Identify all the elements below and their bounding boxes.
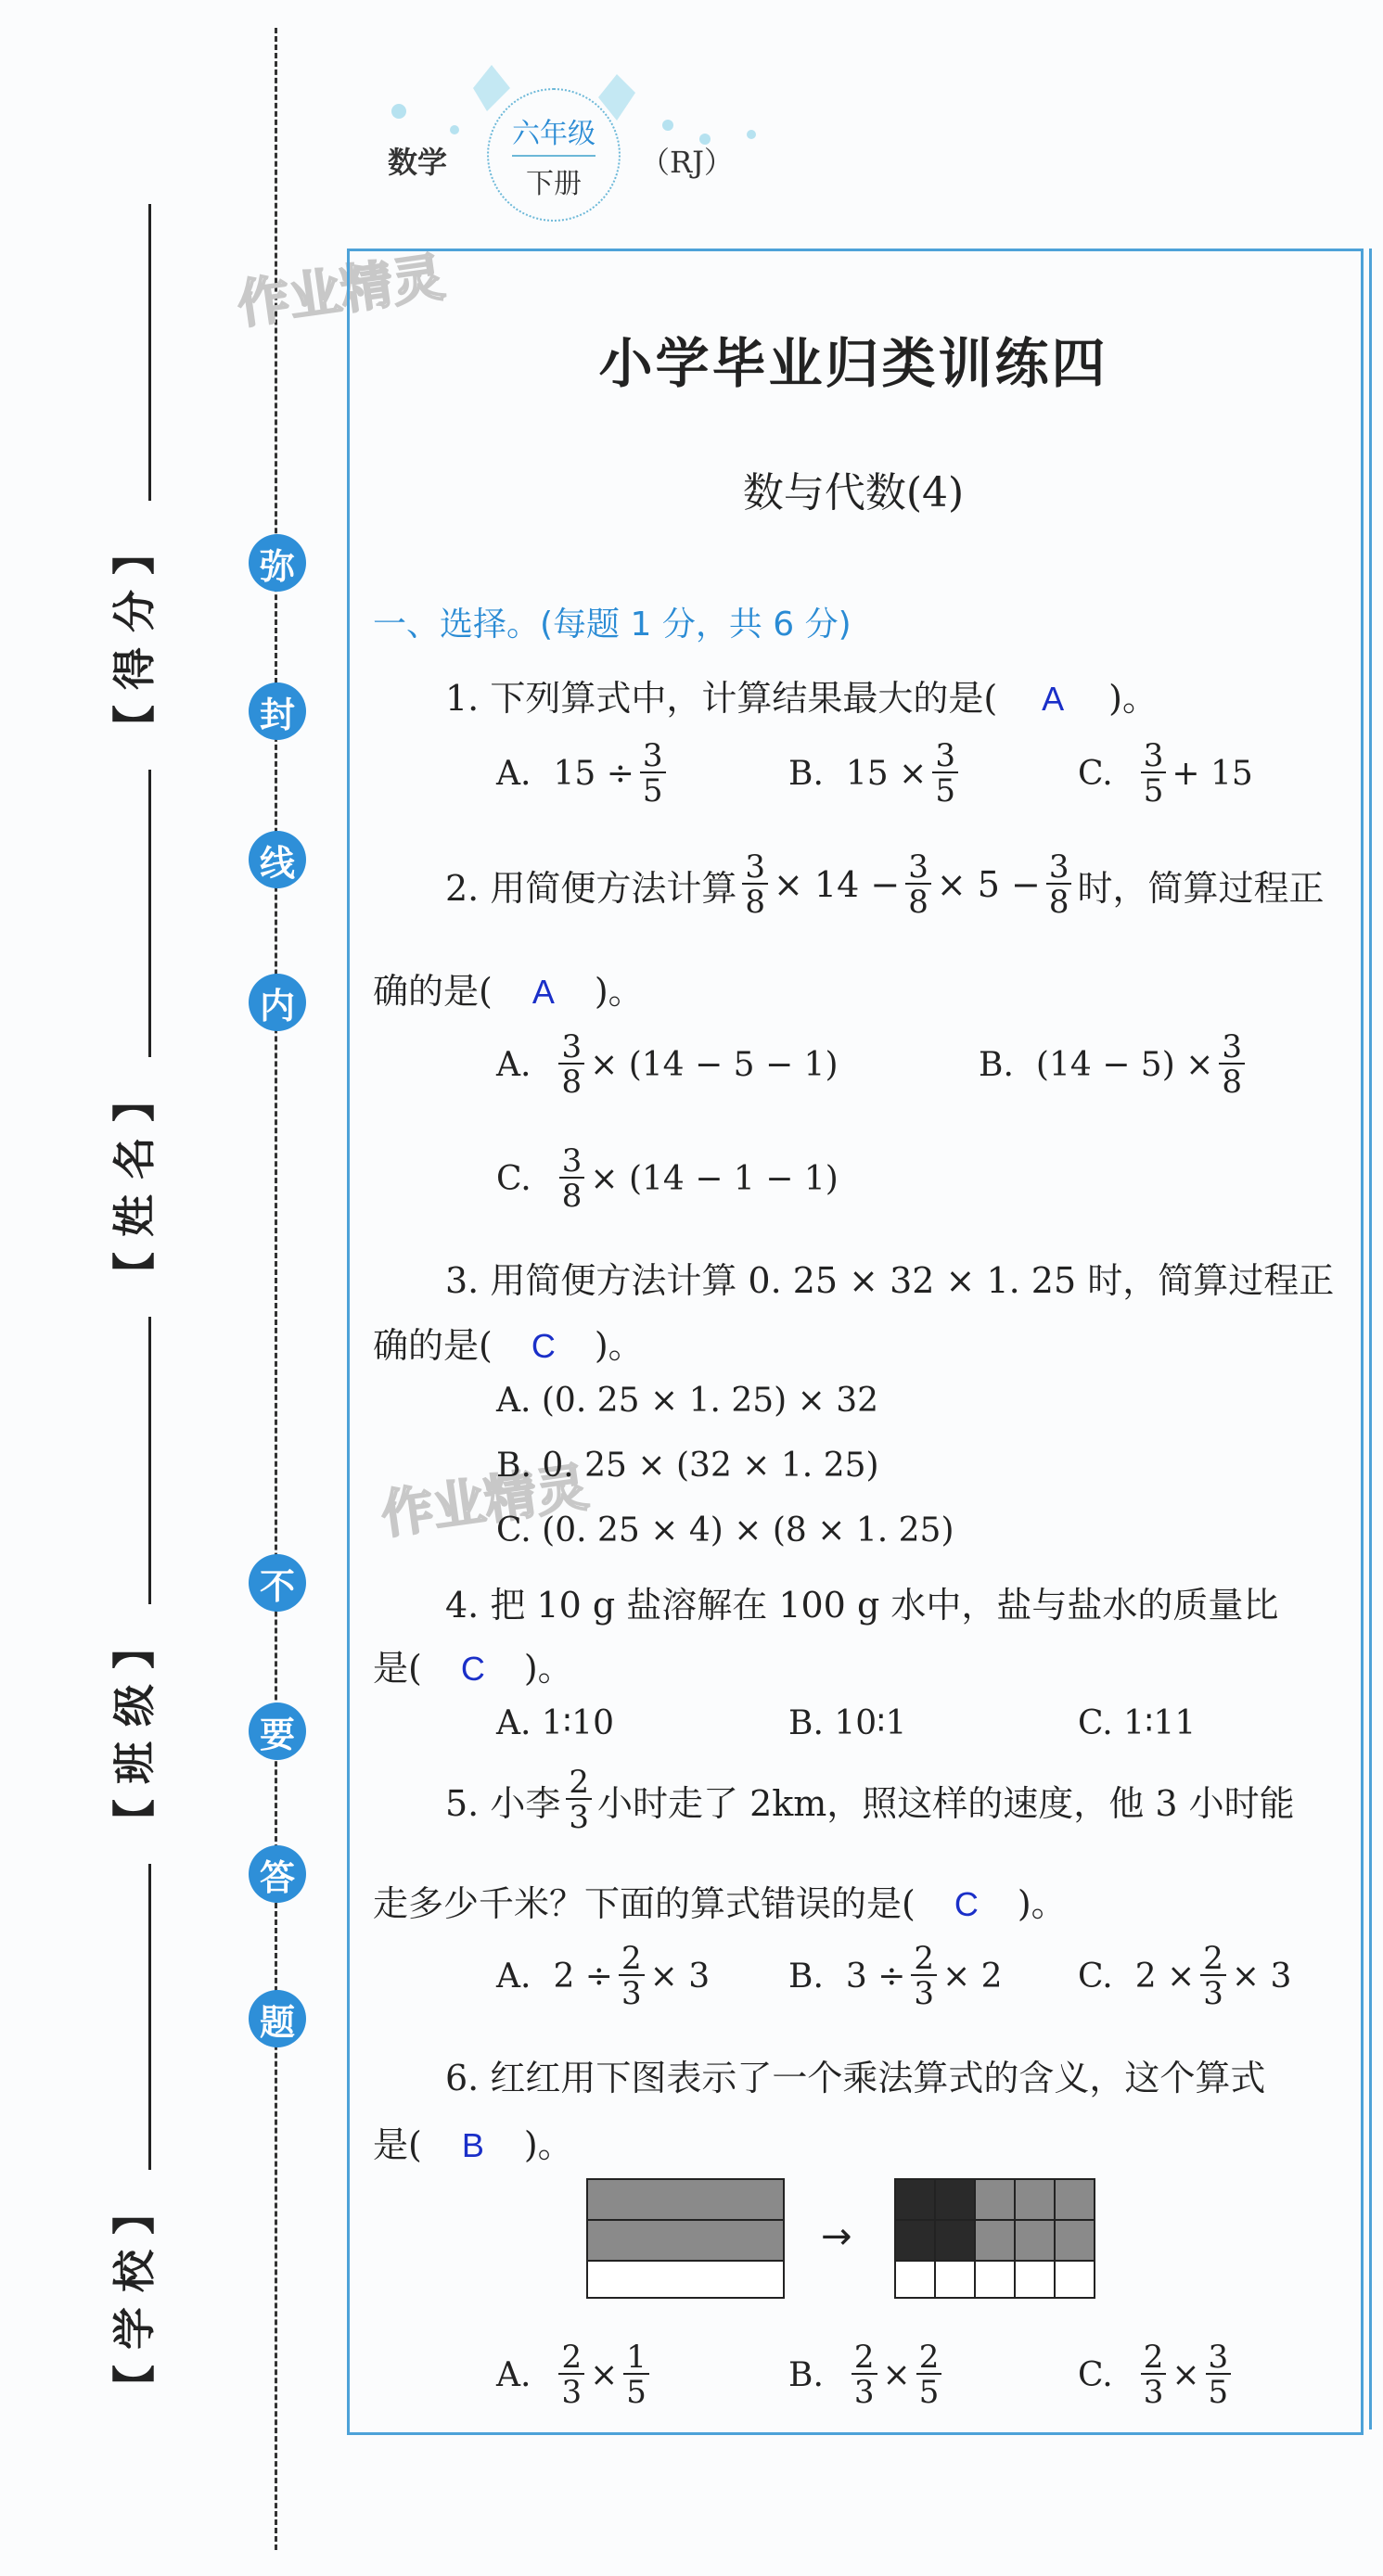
name-field-label: 【 姓 名 】: [109, 1078, 160, 1295]
q1-answer: A: [1042, 680, 1065, 718]
q4-answer: C: [460, 1650, 485, 1688]
q4-line2: 是( C )。: [373, 1648, 573, 1689]
q3-option-c: C. (0. 25 × 4) × (8 × 1. 25): [496, 1511, 954, 1549]
subject-label: 数学: [388, 145, 448, 180]
watermark: 作业精灵: [378, 1457, 593, 1547]
q3-option-b: B. 0. 25 × (32 × 1. 25): [496, 1447, 879, 1485]
q2-option-b: B. (14 − 5) × $\frac{3}{8}$: [979, 1031, 1250, 1098]
q5-option-c: C. 2 × $\frac{2}{3}$ × 3: [1078, 1940, 1292, 2012]
section-heading: 一、选择。(每题 1 分，共 6 分): [373, 606, 852, 644]
arrow-icon: →: [821, 2215, 852, 2258]
q2-answer: A: [531, 973, 555, 1011]
binding-dashed-line: [275, 28, 277, 2550]
edition-label: （RJ）: [640, 145, 734, 180]
q6-option-c: C. $\frac{2}{3}$ × $\frac{3}{5}$: [1078, 2341, 1236, 2408]
seal-char: 线: [249, 831, 306, 888]
q1-option-c: C. $\frac{3}{5}$ + 15: [1078, 737, 1253, 810]
seal-char: 内: [249, 974, 306, 1031]
q5-option-a: A. 2 ÷ $\frac{2}{3}$ × 3: [496, 1940, 711, 2012]
score-field-line: [148, 204, 151, 501]
page-subtitle: 数与代数(4): [742, 469, 965, 516]
seal-char: 要: [249, 1702, 306, 1760]
seal-char: 不: [249, 1554, 306, 1612]
q6-stem: 6. 红红用下图表示了一个乘法算式的含义，这个算式: [445, 2058, 1266, 2098]
q3-answer: C: [531, 1327, 556, 1365]
header-decoration: [371, 37, 788, 158]
q2-option-c: C. $\frac{3}{8}$ × (14 − 1 − 1): [496, 1142, 839, 1215]
q1-stem: 1. 下列算式中，计算结果最大的是( A )。: [445, 678, 1158, 719]
seal-char: 题: [249, 1990, 306, 2047]
q3-line2: 确的是( C )。: [373, 1325, 644, 1366]
q6-line2: 是( B )。: [373, 2124, 573, 2165]
q5-answer: C: [954, 1885, 979, 1923]
q6-figure: [575, 2174, 1104, 2304]
q5-line2: 走多少千米？下面的算式错误的是( C )。: [373, 1883, 1067, 1924]
q5-stem: 5. 小李 $\frac{2}{3}$ 小时走了 2km，照这样的速度，他 3 小时能: [445, 1764, 1295, 1836]
frame-edge: [1369, 249, 1381, 2429]
q4-option-c: C. 1∶11: [1078, 1704, 1197, 1742]
q4-stem: 4. 把 10 g 盐溶解在 100 g 水中，盐与盐水的质量比: [445, 1585, 1279, 1626]
volume-label: 下册: [526, 168, 582, 200]
q4-option-b: B. 10∶1: [788, 1704, 907, 1742]
q3-option-a: A. (0. 25 × 1. 25) × 32: [496, 1382, 879, 1420]
seal-char: 封: [249, 682, 306, 740]
q1-option-a: A. 15 ÷ $\frac{3}{5}$: [496, 740, 672, 807]
page-title: 小学毕业归类训练四: [598, 332, 1108, 395]
q6-option-b: B. $\frac{2}{3}$ × $\frac{2}{5}$: [788, 2341, 947, 2408]
q5-option-b: B. 3 ÷ $\frac{2}{3}$ × 2: [788, 1940, 1003, 2012]
school-field-label: 【 学 校 】: [109, 2191, 160, 2408]
grade-label: 六年级: [512, 118, 595, 150]
q2-option-a: A. $\frac{3}{8}$ × (14 − 5 − 1): [496, 1028, 839, 1101]
q1-option-b: B. 15 × $\frac{3}{5}$: [788, 740, 964, 807]
q4-option-a: A. 1∶10: [496, 1704, 614, 1742]
q6-option-a: A. $\frac{2}{3}$ × $\frac{1}{5}$: [496, 2341, 655, 2408]
seal-char: 答: [249, 1845, 306, 1903]
score-field-label: 【 得 分 】: [109, 531, 160, 748]
class-field-label: 【 班 级 】: [109, 1626, 160, 1843]
seal-char: 弥: [249, 534, 306, 592]
q2-line2: 确的是( A )。: [373, 971, 644, 1012]
school-field-line: [148, 1864, 151, 2170]
watermark: 作业精灵: [234, 247, 449, 337]
q3-stem: 3. 用简便方法计算 0. 25 × 32 × 1. 25 时，简算过程正: [445, 1260, 1335, 1301]
class-field-line: [148, 1317, 151, 1604]
name-field-line: [148, 770, 151, 1057]
q6-answer: B: [461, 2126, 484, 2164]
q2-stem: 2. 用简便方法计算 $\frac{3}{8}$ × 14 − $\frac{3}{8}$ × 5 − $\frac{3}{8}$ 时，简算过程正: [445, 848, 1325, 921]
